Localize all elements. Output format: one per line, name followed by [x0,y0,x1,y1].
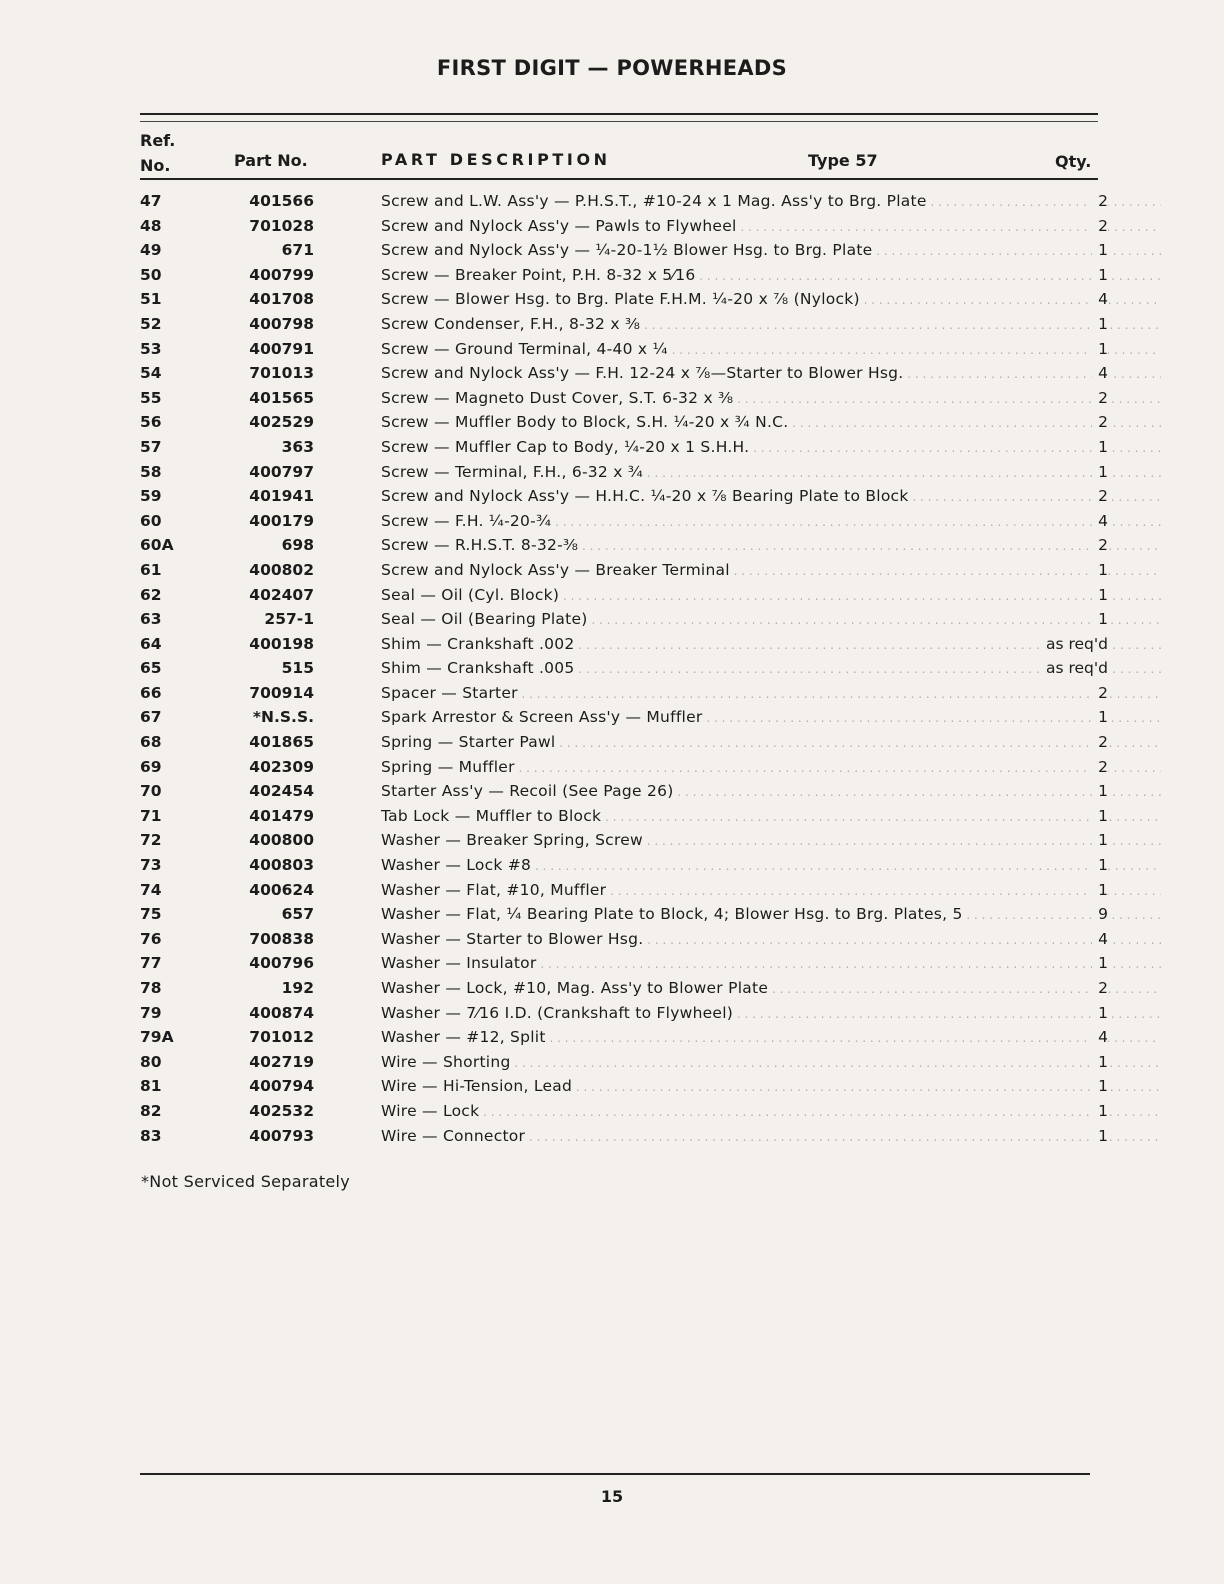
qty-value: 1 [1092,315,1108,333]
table-row [140,312,1108,337]
ref-cell: 65 [140,659,162,678]
ref-cell: 80 [140,1052,162,1071]
table-row [140,632,1108,657]
description-cell: Wire — Hi-Tension, Lead . . . [381,1074,1161,1100]
description-cell: Spark Arrestor & Screen Ass'y — Muffler . . . [381,705,1161,731]
part-number-cell: 657 [281,905,314,924]
qty-value: 1 [1092,586,1108,604]
top-rule [140,113,1098,115]
qty-value: 1 [1092,340,1108,358]
qty-value: as req'd [1040,659,1108,677]
part-number-cell: 402407 [249,585,314,604]
table-row [140,951,1108,976]
qty-cell [1020,484,1108,509]
ref-cell: 71 [140,806,162,825]
qty-value: 1 [1092,708,1108,726]
part-number-cell: 701028 [249,216,314,235]
table-row [140,558,1108,583]
ref-cell: 75 [140,905,162,924]
part-number-cell: 400797 [249,462,314,481]
table-row [140,1074,1108,1099]
qty-value: 1 [1092,266,1108,284]
description-cell: Screw — Muffler Cap to Body, ¼-20 x 1 S.H.H. . . . [381,435,1161,461]
qty-cell [1020,238,1108,263]
ref-cell: 76 [140,929,162,948]
qty-cell [1020,951,1108,976]
part-number-cell: 700914 [249,683,314,702]
description-cell: Screw — Ground Terminal, 4-40 x ¼ . . . [381,337,1161,363]
description-cell: Shim — Crankshaft .002 . . . [381,632,1161,658]
qty-value: 1 [1092,1004,1108,1022]
header-ref-no [140,128,175,178]
qty-value: 2 [1092,389,1108,407]
description-cell: Screw — Terminal, F.H., 6-32 x ¾ . . . [381,460,1161,486]
description-cell: Spring — Starter Pawl . . . [381,730,1161,756]
description-cell: Seal — Oil (Cyl. Block) . . . [381,583,1161,609]
ref-cell: 56 [140,413,162,432]
ref-cell: 79 [140,1003,162,1022]
table-row [140,337,1108,362]
part-number-cell: 400794 [249,1077,314,1096]
table-row [140,976,1108,1001]
qty-cell [1020,435,1108,460]
footnote: *Not Serviced Separately [141,1172,351,1191]
table-row [140,656,1108,681]
part-number-cell: *N.S.S. [252,708,314,727]
header-type: Type 57 [808,151,878,170]
header-ref-line1: Ref. [140,131,176,150]
ref-cell: 64 [140,634,162,653]
qty-cell [1020,927,1108,952]
qty-value: 2 [1092,733,1108,751]
qty-cell [1020,902,1108,927]
qty-cell [1020,460,1108,485]
part-number-cell: 401566 [249,192,314,210]
qty-cell [1020,828,1108,853]
qty-cell [1020,1074,1108,1099]
qty-cell [1020,214,1108,239]
page-title: FIRST DIGIT — POWERHEADS [436,56,788,80]
qty-value: 2 [1092,536,1108,554]
ref-cell: 50 [140,265,162,284]
ref-cell: 60A [140,536,174,555]
description-cell: Washer — Lock #8 . . . [381,853,1161,879]
table-row [140,1050,1108,1075]
description-cell: Shim — Crankshaft .005 . . . [381,656,1161,682]
part-number-cell: 671 [281,241,314,260]
ref-cell: 69 [140,757,162,776]
description-cell: Washer — Insulator . . . [381,951,1161,977]
table-row [140,927,1108,952]
description-cell: Wire — Lock . . . [381,1099,1161,1125]
header-part-description: PART DESCRIPTION [381,150,611,169]
part-number-cell: 400798 [249,314,314,333]
description-cell: Screw — Blower Hsg. to Brg. Plate F.H.M. ¼-20 x ⅞ (Nylock) . . . [381,287,1161,313]
qty-value: 1 [1092,561,1108,579]
table-row [140,681,1108,706]
qty-value: 2 [1092,758,1108,776]
qty-value: 1 [1092,831,1108,849]
qty-cell [1020,632,1108,657]
ref-cell: 58 [140,462,162,481]
qty-value: 9 [1092,905,1108,923]
ref-cell: 78 [140,979,162,997]
description-cell: Starter Ass'y — Recoil (See Page 26) . . . [381,779,1161,805]
part-number-cell: 400624 [249,880,314,899]
qty-value: 4 [1092,1028,1108,1046]
ref-cell: 57 [140,437,162,456]
part-number-cell: 400799 [249,265,314,284]
ref-cell: 53 [140,339,162,358]
qty-value: 1 [1092,856,1108,874]
description-cell: Screw and Nylock Ass'y — Breaker Terminal . . . [381,558,1161,584]
description-cell: Screw and L.W. Ass'y — P.H.S.T., #10-24 x 1 Mag. Ass'y to Brg. Plate . . . [381,189,1161,215]
qty-cell [1020,607,1108,632]
table-row [140,533,1108,558]
description-cell: Spring — Muffler . . . [381,755,1161,781]
table-row [140,607,1108,632]
qty-cell [1020,976,1108,1001]
part-number-cell: 400803 [249,856,314,875]
ref-cell: 51 [140,290,162,309]
description-cell: Screw Condenser, F.H., 8-32 x ⅜ . . . [381,312,1161,338]
ref-cell: 70 [140,782,162,801]
part-number-cell: 515 [281,659,314,678]
header-ref-line2: No. [140,156,171,175]
qty-value: 4 [1092,364,1108,382]
qty-value: 1 [1092,1053,1108,1071]
parts-table [140,189,1108,1148]
qty-value: 1 [1092,807,1108,825]
part-number-cell: 400198 [249,634,314,653]
description-cell: Screw — Muffler Body to Block, S.H. ¼-20 x ¾ N.C. . . . [381,410,1161,436]
qty-value: 1 [1092,438,1108,456]
description-cell: Washer — Lock, #10, Mag. Ass'y to Blower Plate . . . [381,976,1161,1002]
table-row [140,878,1108,903]
top-rule-thin [140,121,1098,122]
ref-cell: 74 [140,880,162,899]
ref-cell: 59 [140,487,162,506]
table-row [140,460,1108,485]
ref-cell: 61 [140,560,162,579]
table-row [140,853,1108,878]
qty-cell [1020,533,1108,558]
ref-cell: 48 [140,216,162,235]
table-row [140,435,1108,460]
ref-cell: 55 [140,388,162,407]
qty-cell [1020,681,1108,706]
ref-cell: 62 [140,585,162,604]
description-cell: Screw — Magneto Dust Cover, S.T. 6-32 x ⅜ . . . [381,386,1161,412]
qty-value: 2 [1092,979,1108,997]
description-cell: Screw — R.H.S.T. 8-32-⅜ . . . [381,533,1161,559]
header-part-no: Part No. [234,151,308,170]
table-row [140,1025,1108,1050]
qty-cell [1020,1050,1108,1075]
table-row [140,1099,1108,1124]
bottom-rule [140,1473,1090,1475]
table-row [140,1124,1108,1149]
part-number-cell: 402529 [249,413,314,432]
description-cell: Washer — Flat, #10, Muffler . . . [381,878,1161,904]
ref-cell: 52 [140,314,162,333]
part-number-cell: 698 [281,536,314,555]
qty-cell [1020,705,1108,730]
description-cell: Screw and Nylock Ass'y — H.H.C. ¼-20 x ⅞ Bearing Plate to Block . . . [381,484,1161,510]
qty-value: 4 [1092,930,1108,948]
ref-cell: 47 [140,192,162,210]
table-row [140,361,1108,386]
qty-value: 1 [1092,463,1108,481]
description-cell: Tab Lock — Muffler to Block . . . [381,804,1161,830]
qty-value: 4 [1092,290,1108,308]
ref-cell: 54 [140,364,162,383]
table-row [140,779,1108,804]
part-number-cell: 700838 [249,929,314,948]
qty-cell [1020,558,1108,583]
qty-cell [1020,337,1108,362]
part-number-cell: 402309 [249,757,314,776]
table-row [140,755,1108,780]
qty-cell [1020,804,1108,829]
qty-cell [1020,656,1108,681]
ref-cell: 82 [140,1101,162,1120]
part-number-cell: 400800 [249,831,314,850]
part-number-cell: 402532 [249,1101,314,1120]
page-number: 15 [600,1487,624,1506]
part-number-cell: 400179 [249,511,314,530]
ref-cell: 60 [140,511,162,530]
qty-value: 1 [1092,1077,1108,1095]
ref-cell: 67 [140,708,162,727]
table-row [140,287,1108,312]
part-number-cell: 401941 [249,487,314,506]
qty-cell [1020,361,1108,386]
part-number-cell: 701013 [249,364,314,383]
qty-value: 2 [1092,192,1108,210]
qty-cell [1020,189,1108,214]
table-row [140,828,1108,853]
part-number-cell: 400796 [249,954,314,973]
table-row [140,386,1108,411]
description-cell: Screw — Breaker Point, P.H. 8-32 x 5⁄16 . . . [381,263,1161,289]
qty-cell [1020,263,1108,288]
table-row [140,214,1108,239]
table-row [140,238,1108,263]
description-cell: Wire — Connector . . . [381,1124,1161,1150]
qty-value: 2 [1092,684,1108,702]
qty-value: 2 [1092,487,1108,505]
qty-value: 1 [1092,241,1108,259]
table-row [140,705,1108,730]
qty-value: 1 [1092,1102,1108,1120]
part-number-cell: 402719 [249,1052,314,1071]
qty-cell [1020,1025,1108,1050]
ref-cell: 66 [140,683,162,702]
description-cell: Screw and Nylock Ass'y — F.H. 12-24 x ⅞—Starter to Blower Hsg. . . . [381,361,1161,387]
table-row [140,804,1108,829]
header-qty: Qty. [1055,152,1092,171]
qty-value: 1 [1092,881,1108,899]
ref-cell: 73 [140,856,162,875]
description-cell: Seal — Oil (Bearing Plate) . . . [381,607,1161,633]
ref-cell: 63 [140,610,162,629]
part-number-cell: 402454 [249,782,314,801]
ref-cell: 49 [140,241,162,260]
ref-cell: 68 [140,733,162,752]
description-cell: Washer — #12, Split . . . [381,1025,1161,1051]
table-row [140,410,1108,435]
ref-cell: 79A [140,1028,174,1047]
ref-cell: 81 [140,1077,162,1096]
description-cell: Spacer — Starter . . . [381,681,1161,707]
table-row [140,189,1108,214]
description-cell: Washer — 7⁄16 I.D. (Crankshaft to Flywheel) . . . [381,1001,1161,1027]
part-number-cell: 400874 [249,1003,314,1022]
part-number-cell: 400791 [249,339,314,358]
qty-cell [1020,853,1108,878]
qty-cell [1020,878,1108,903]
qty-value: 1 [1092,782,1108,800]
table-row [140,263,1108,288]
qty-value: 1 [1092,954,1108,972]
qty-cell [1020,779,1108,804]
part-number-cell: 401865 [249,733,314,752]
description-cell: Washer — Flat, ¼ Bearing Plate to Block, 4; Blower Hsg. to Brg. Plates, 5 . . . [381,902,1161,928]
table-row [140,730,1108,755]
part-number-cell: 401565 [249,388,314,407]
table-row [140,1001,1108,1026]
description-cell: Screw and Nylock Ass'y — Pawls to Flywheel . . . [381,214,1161,240]
description-cell: Screw — F.H. ¼-20-¾ . . . [381,509,1161,535]
part-number-cell: 401708 [249,290,314,309]
part-number-cell: 400793 [249,1126,314,1145]
ref-cell: 83 [140,1126,162,1145]
qty-cell [1020,1124,1108,1149]
header-rule [140,178,1098,180]
qty-cell [1020,583,1108,608]
qty-cell [1020,1099,1108,1124]
qty-cell [1020,386,1108,411]
ref-cell: 72 [140,831,162,850]
qty-value: 2 [1092,217,1108,235]
description-cell: Washer — Starter to Blower Hsg. . . . [381,927,1161,953]
description-cell: Washer — Breaker Spring, Screw . . . [381,828,1161,854]
qty-cell [1020,755,1108,780]
qty-cell [1020,730,1108,755]
qty-cell [1020,410,1108,435]
table-row [140,583,1108,608]
table-row [140,902,1108,927]
part-number-cell: 701012 [249,1028,314,1047]
description-cell: Screw and Nylock Ass'y — ¼-20-1½ Blower Hsg. to Brg. Plate . . . [381,238,1161,264]
qty-cell [1020,509,1108,534]
qty-value: 2 [1092,413,1108,431]
part-number-cell: 401479 [249,806,314,825]
qty-value: 1 [1092,1127,1108,1145]
table-row [140,509,1108,534]
qty-value: as req'd [1040,635,1108,653]
qty-cell [1020,1001,1108,1026]
part-number-cell: 400802 [249,560,314,579]
qty-cell [1020,287,1108,312]
part-number-cell: 192 [281,979,314,997]
ref-cell: 77 [140,954,162,973]
part-number-cell: 363 [281,437,314,456]
description-cell: Wire — Shorting . . . [381,1050,1161,1076]
qty-cell [1020,312,1108,337]
qty-value: 4 [1092,512,1108,530]
part-number-cell: 257-1 [264,610,314,629]
qty-value: 1 [1092,610,1108,628]
table-row [140,484,1108,509]
